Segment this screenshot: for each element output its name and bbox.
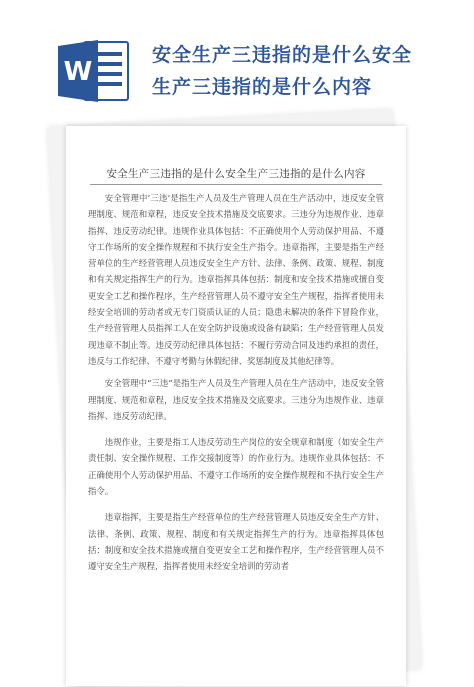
document-page — [66, 126, 406, 686]
word-document-icon — [58, 38, 130, 104]
paragraph-4: 违章指挥，主要是指生产经营单位的生产经营管理人员违反安全生产方针、法律、条例、政策、规程、制度和有关规定指挥生产的行为。违章指挥具体包括：制度和安全技术措施或擅自变更安全工艺和操作程序，生产经营管理人员不遵守安全生产规程，指挥者使用未经安全培训的劳动者 — [88, 512, 384, 572]
page-title-line-1: 安全生产三违指的是什么安全 — [152, 44, 413, 66]
page-title-line-2: 生产三违指的是什么内容 — [152, 76, 373, 98]
paragraph-3: 违规作业，主要是指工人违反劳动生产岗位的安全规章和制度（如安全生产责任制、安全操作规程、工作交接制度等）的作业行为。违规作业具体包括：不正确使用个人劳动保护用品、不遵守工作场所的安全操作规程和不执行安全生产指令。 — [88, 437, 384, 497]
paragraph-2: 安全管理中“三违”是指生产人员及生产管理人员在生产活动中，违反安全管理制度、规范和章程，违反安全技术措施及交底要求。三违分为违规作业、违章指挥、违反劳动纪律。 — [88, 378, 384, 421]
svg-text:W: W — [63, 57, 93, 87]
document-heading: 安全生产三违指的是什么安全生产三违指的是什么内容 — [106, 168, 366, 180]
heading-divider — [90, 184, 382, 185]
paragraph-1: 安全管理中‘三违’是指生产人员及生产管理人员在生产活动中，违反安全管理制度、规范和章程，违反安全技术措施及交底要求。三违分为违规作业、违章指挥、违反劳动纪律。违规作业具体包括：不正确使用个人劳动保护用品、不遵守工作场所的安全操作规程和不执行安全生产指令。违章指挥，主要是指生产经营单位的生产经营管理人员违反安全生产方针、法律、条例、政策、规程、制度和有关规定指挥生产的行为。违章指挥具体包括：制度和安全技术措施或擅自变更安全工艺和操作程序，生产经营管理人员不遵守安全生产规程，指挥者使用未经安全培训的劳动者或无专门资质认证的人员；隐患未解决的条件下冒险作业，生产经营管理人员指挥工人在安全防护设施或设备有缺陷；生产经营管理人员发现违章不制止等。违反劳动纪律具体包括：不履行劳动合同及违约承担的责任，违反与工作纪律、不遵守考勤与休假纪律、奖惩制度及其他纪律等。 — [88, 193, 384, 366]
document-body — [88, 190, 384, 575]
